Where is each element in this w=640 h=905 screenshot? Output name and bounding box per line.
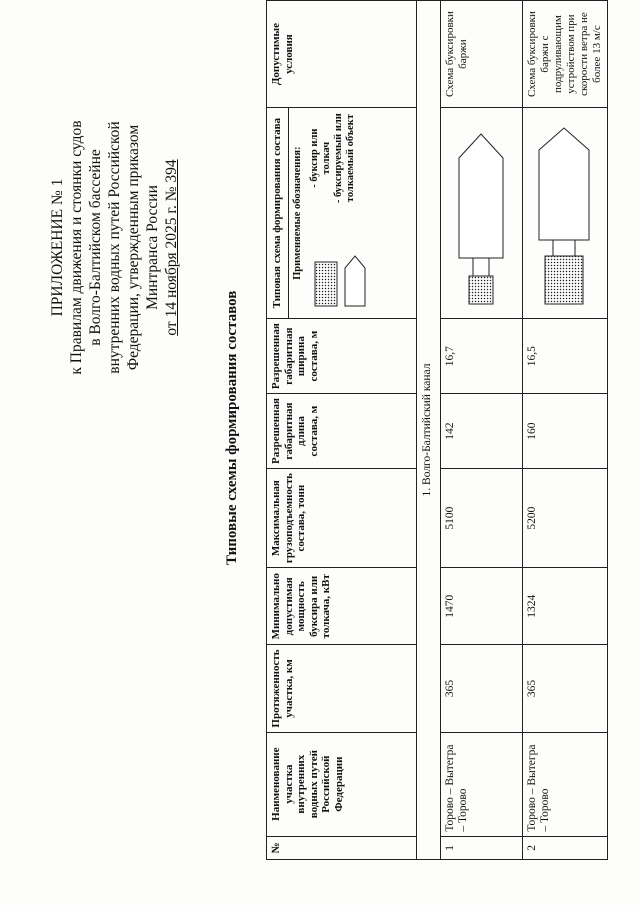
appendix-title: ПРИЛОЖЕНИЕ № 1: [49, 178, 66, 317]
col-header-section-name: Наименование участка внутренних водных путей Российской Федерации: [267, 732, 417, 836]
document-title: Типовые схемы формирования составов: [224, 290, 240, 565]
row-number: 2: [523, 836, 608, 859]
row-scheme-diagram: [523, 108, 608, 319]
row-length: 365: [441, 645, 523, 732]
col-header-length-allowed: Разрешенная габаритная длина состава, м: [267, 394, 417, 469]
header-line: в Волго-Балтийском бассейне: [87, 149, 104, 346]
header-line: к Правилам движения и стоянки судов: [68, 120, 85, 375]
row-max-width: 16,5: [523, 319, 608, 394]
tow-link-icon: [473, 258, 489, 276]
row-capacity: 5200: [523, 469, 608, 568]
row-length: 365: [523, 645, 608, 732]
tug-icon: [545, 256, 583, 304]
table-header-row: [267, 1, 417, 860]
legend-title: Применяемые обозначения:: [288, 108, 308, 318]
section-title: 1. Волго-Балтийский канал: [417, 1, 441, 860]
barge-icon: [539, 128, 589, 240]
towing-scheme-1: [441, 108, 521, 318]
barge-icon: [459, 134, 503, 258]
table-row: [441, 1, 523, 860]
towing-scheme-2: [523, 108, 605, 318]
tow-link-icon: [553, 240, 575, 256]
header-line: Федерации, утвержденным приказом: [125, 124, 142, 371]
col-header-scheme: [267, 108, 417, 319]
col-header-width-allowed: Разрешенная габаритная ширина состава, м: [267, 319, 417, 394]
row-power: 1470: [441, 568, 523, 645]
col-header-power: Минимально допустимая мощность буксира или толкача, кВт: [267, 568, 417, 645]
header-line: Минтранса России: [144, 185, 161, 310]
row-conditions: Схема буксировки баржи: [441, 1, 523, 108]
legend-labels: [309, 112, 357, 204]
row-number: 1: [441, 836, 523, 859]
table-row: [523, 1, 608, 860]
legend-tug-label: - буксир или толкач: [309, 128, 332, 188]
section-row: [417, 1, 441, 860]
row-max-length: 160: [523, 394, 608, 469]
row-power: 1324: [523, 568, 608, 645]
formation-schemes-table: [266, 0, 608, 860]
tug-legend-icon: [315, 262, 337, 306]
row-max-length: 142: [441, 394, 523, 469]
col-header-conditions: Допустимые условия: [267, 1, 417, 108]
col-header-capacity: Максимальная грузоподъемность состава, тонн: [267, 469, 417, 568]
order-date-line: от 14 ноября 2025 г. № 394: [163, 159, 180, 336]
row-scheme-diagram: [441, 108, 523, 319]
barge-legend-icon: [345, 256, 365, 306]
row-max-width: 16,7: [441, 319, 523, 394]
appendix-header: [48, 65, 181, 430]
legend-icons: [309, 204, 373, 314]
col-header-number: №: [267, 836, 417, 859]
scheme-header-label: Типовая схема формирования состава: [271, 117, 283, 309]
legend: [307, 108, 375, 318]
row-section-name: Торово – Вытегра – Торово: [523, 732, 608, 836]
row-conditions: Схема буксировки баржи с подруливающим устройством при скорости ветра не более 13 м/с: [523, 1, 608, 108]
legend-shapes: [309, 204, 373, 314]
col-header-length: Протяженность участка, км: [267, 645, 417, 732]
header-line: внутренних водных путей Российской: [106, 121, 123, 374]
tug-icon: [469, 276, 493, 304]
legend-barge-label: - буксируемый или толкаемый объект: [333, 113, 356, 204]
row-section-name: Торово – Вытегра – Торово: [441, 732, 523, 836]
row-capacity: 5100: [441, 469, 523, 568]
